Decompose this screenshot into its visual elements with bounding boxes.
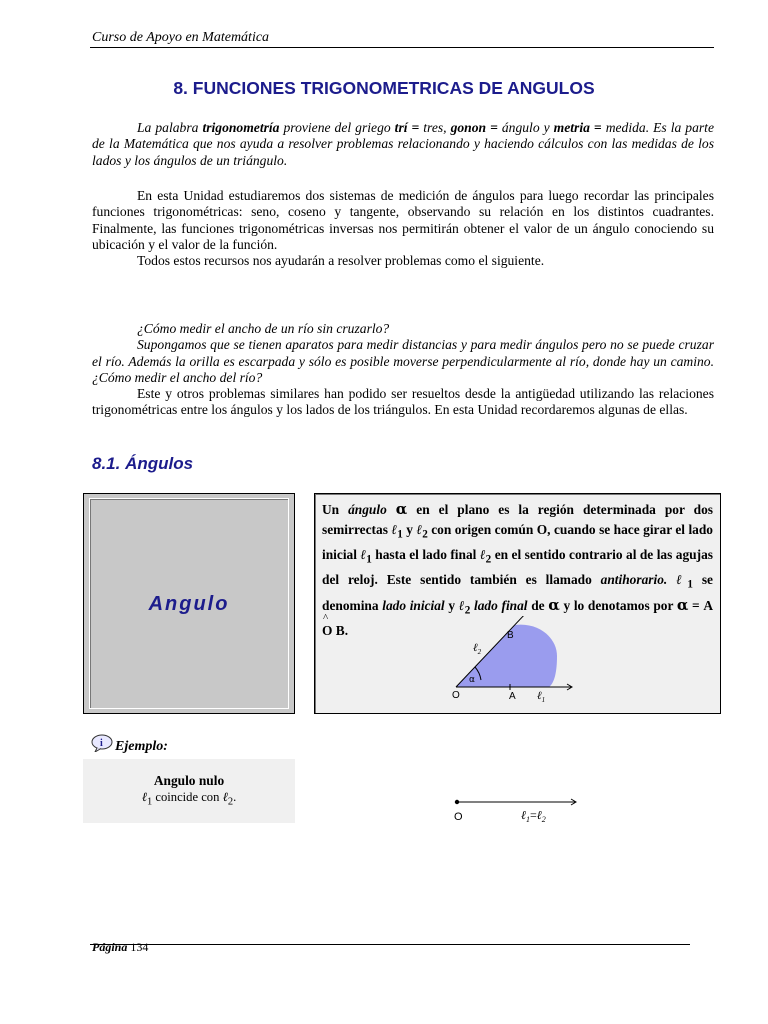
footer-rule: [90, 944, 690, 945]
point-b: B: [507, 630, 514, 641]
origin-label: O: [454, 811, 463, 823]
alpha-label: α: [469, 675, 475, 685]
section-title: 8.1. Ángulos: [92, 454, 194, 473]
definition-box: [314, 493, 721, 714]
example-label: Ejemplo:: [115, 739, 168, 754]
example-title: Angulo nulo: [153, 773, 225, 788]
label-l2: ℓ$_2$: [473, 642, 482, 656]
info-icon: [91, 734, 113, 752]
angle-title-label: Angulo: [148, 593, 230, 615]
page-footer: Página 134: [92, 940, 149, 954]
svg-text:i: i: [100, 738, 103, 749]
example-box: [83, 759, 295, 823]
definition-text: Un ángulo α en el plano es la región determinada por dos semirrectas ℓ$_1$ y ℓ$_2$ con origen común O, cuando se hace girar el lado inicial ℓ$_1$ hasta el lado final ℓ$_2$ en el sentido contrario al de las agujas del reloj. Este sentido también es llamado antihorario. ℓ$_1$ se denomina lado inicial y ℓ$_2$ lado final de α y lo denotamos por α = A ^ O B.: [322, 500, 714, 639]
header-rule: [90, 47, 714, 48]
problem-question: ¿Cómo medir el ancho de un río sin cruzarlo?: [137, 321, 390, 336]
label-l1: ℓ$_1$: [537, 690, 546, 704]
chapter-title: 8. FUNCIONES TRIGONOMETRICAS DE ANGULOS: [173, 78, 595, 98]
coincide-label: ℓ$_1$=ℓ$_2$: [521, 808, 546, 824]
intro-paragraph-3: Todos estos recursos nos ayudarán a resolver problemas como el siguiente.: [137, 253, 545, 269]
point-o: O: [452, 690, 460, 701]
problem-block: [92, 321, 714, 419]
intro-paragraph-1: La palabra trigonometría proviene del griego trí = tres, gonon = ángulo y metria = medida. Es la parte de la Matemática que nos ayuda a resolver problemas relacionando y haciendo cálculos con las medidas de los lados y los ángulos de un triángulo.: [92, 120, 714, 168]
angle-title-box: [83, 493, 295, 714]
problem-paragraph: Este y otros problemas similares han podido ser resueltos desde la antigüedad utilizando las relaciones trigonométricas entre los ángulos y los lados de los triángulos. En esta Unidad recordaremos algunas de ellas.: [92, 386, 714, 418]
angle-diagram: [439, 616, 579, 706]
point-a: A: [509, 691, 516, 702]
problem-statement: Supongamos que se tienen aparatos para medir distancias y para medir ángulos pero no se puede cruzar el río. Además la orilla es escarpada y sólo es posible moverse perpendicularmente al río, donde hay un camino. ¿Cómo medir el ancho del río?: [92, 337, 714, 385]
running-header: Curso de Apoyo en Matemática: [92, 30, 270, 45]
intro-paragraph-2: En esta Unidad estudiaremos dos sistemas de medición de ángulos para luego recordar las principales funciones trigonométricas: seno, coseno y tangente, observando su relación en los distintos cuadrantes. Finalmente, las funciones trigonométricas inversas nos permitirán obtener el valor de un ángulo conociendo su ubicación y el valor de la función. Todos estos recursos nos ayudarán a resolver problemas como el siguiente.: [92, 188, 714, 269]
page-number: 134: [130, 940, 149, 954]
example-text: ℓ$_1$ coincide con ℓ$_2$.: [141, 790, 237, 808]
null-angle-diagram: [445, 788, 585, 828]
